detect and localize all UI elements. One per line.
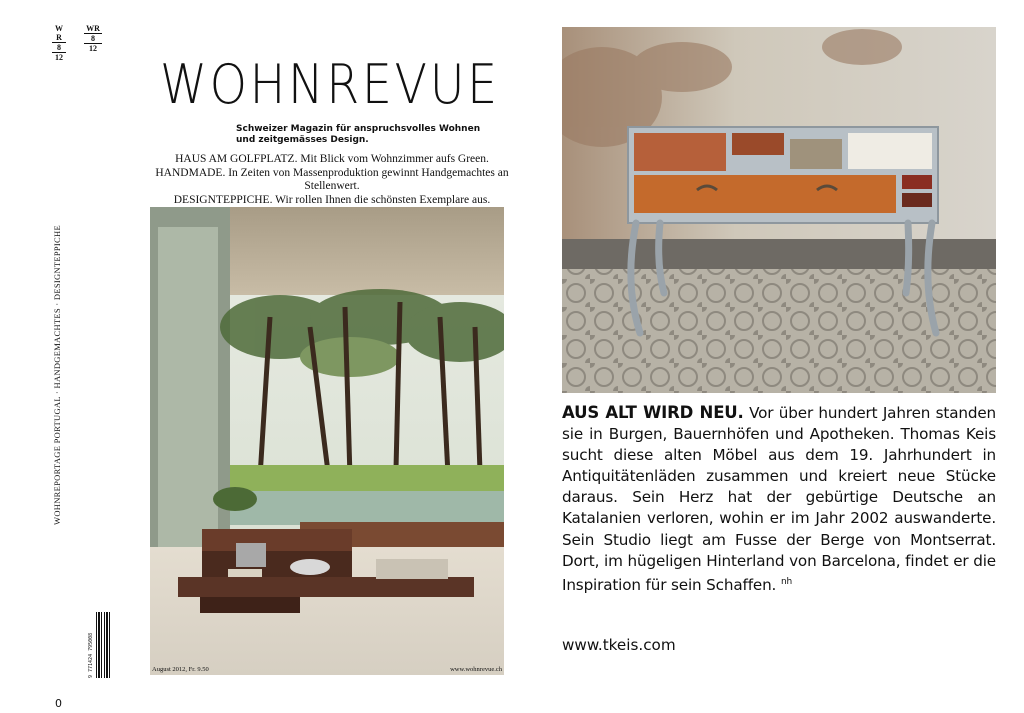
cover-headline: DESIGNTEPPICHE. Wir rollen Ihnen die schönsten Exemplare aus. (173, 193, 491, 206)
cover-headlines (150, 153, 514, 207)
barcode (88, 612, 110, 678)
spine-mark-letter: WR (84, 24, 102, 34)
article-author: nh (780, 576, 793, 587)
tagline-line: und zeitgemässes Design. (236, 135, 369, 145)
spine-mark-1 (52, 24, 66, 62)
article-body (562, 402, 996, 596)
cover-photo-illustration (150, 207, 504, 675)
barcode-bars (96, 612, 110, 678)
spine-mark-letter: R (52, 33, 66, 43)
tagline-line: Schweizer Magazin für anspruchsvolles Wohnen (236, 124, 481, 134)
spine-vertical-text: WOHNREPORTAGE PORTUGAL · HANDGEMACHTES · DESIGNTEPPICHE (52, 225, 62, 525)
cover-caption-left: August 2012, Fr. 9.50 (152, 666, 209, 673)
spine-mark-number: 12 (89, 44, 97, 53)
spine-mark-number: 8 (52, 43, 66, 53)
magazine-logo: WOHNREVUE (160, 53, 500, 116)
page-number: 0 (55, 697, 62, 710)
article-title: AUS ALT WIRD NEU. (562, 403, 744, 422)
cover-caption-right: www.wohnrevue.ch (450, 666, 502, 673)
barcode-number: 9 771424 795008 (88, 632, 94, 678)
spine-mark-2 (84, 24, 102, 53)
spine-mark-number: 8 (84, 34, 102, 44)
cabinet-photo-illustration (562, 27, 996, 393)
article-link[interactable]: www.tkeis.com (562, 636, 676, 654)
spine-mark-number: 12 (55, 53, 63, 62)
cover-photo (150, 207, 504, 675)
cover-headline: HAUS AM GOLFPLATZ. Mit Blick vom Wohnzimmer aufs Green. (175, 153, 489, 165)
article-text: Vor über hundert Jahren standen sie in Burgen, Bauernhöfen und Apotheken. Thomas Keis sucht diese alten Möbel aus dem 19. Jahrhundert in Antiquitätenläden zusammen und kreiert neue Stücke daraus. Sein Herz hat der gebürtige Deutsche an Katalanien verloren, wohin er im Jahr 2002 auswanderte. Sein Studio liegt am Fusse der Berge von Montserrat. Dort, im hügeligen Hinterland von Barcelona, findet er die Inspiration für sein Schaffen. (562, 404, 996, 594)
magazine-tagline (236, 124, 480, 146)
spine-mark-letter: W (55, 24, 63, 33)
cabinet-photo (562, 27, 996, 393)
cover-headline: HANDMADE. In Zeiten von Massenproduktion gewinnt Handgemachtes an Stellenwert. (155, 166, 509, 192)
